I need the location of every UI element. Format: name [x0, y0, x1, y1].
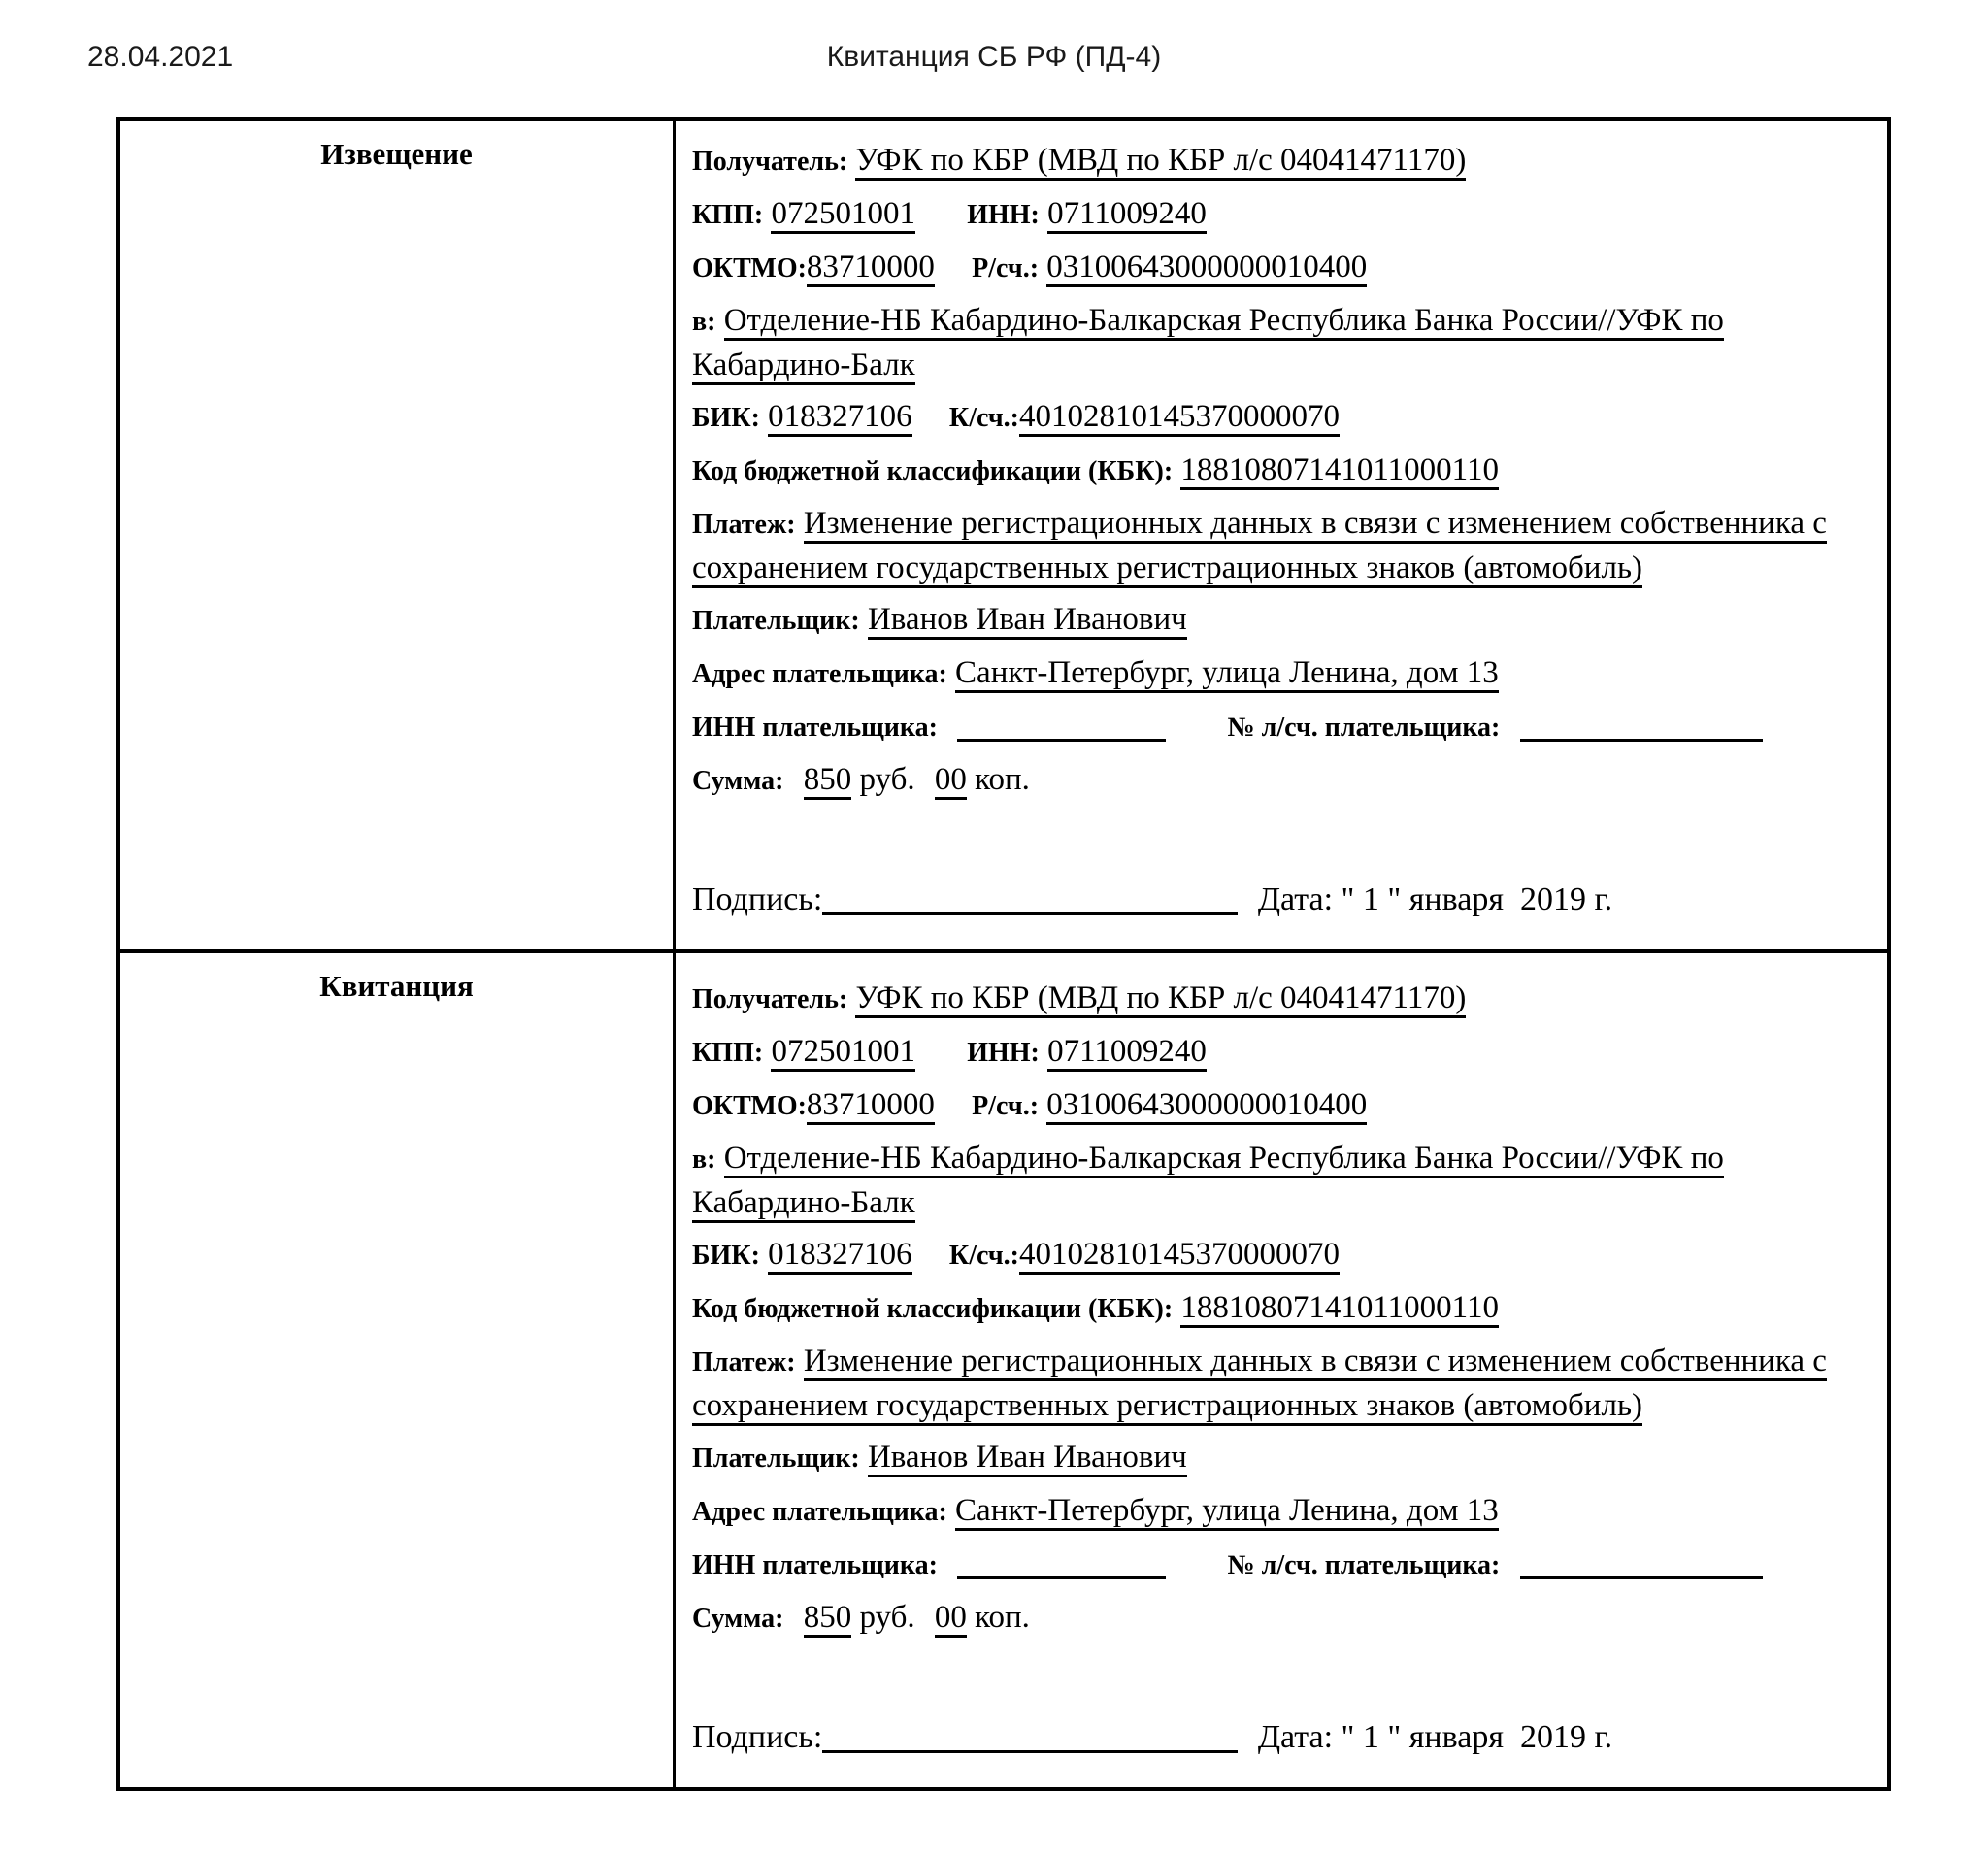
kpp-value: 072501001: [771, 1034, 915, 1072]
receipt-form-table: [116, 117, 1891, 1791]
oktmo-label: ОКТМО:: [692, 1091, 807, 1121]
signature-label: Подпись:: [692, 1719, 823, 1755]
bik-corr-line: [692, 395, 1843, 440]
account-value: 03100643000000010400: [1046, 249, 1367, 287]
address-value: Санкт-Петербург, улица Ленина, дом 13: [955, 1493, 1499, 1531]
payment-line: [692, 502, 1843, 589]
print-date: 28.04.2021: [87, 41, 234, 73]
corr-label: К/сч.:: [948, 1241, 1019, 1271]
kpp-label: КПП:: [692, 1038, 764, 1068]
kop-unit: коп.: [975, 762, 1030, 797]
payer-inn-line: [692, 1542, 1843, 1587]
payee-value: УФК по КБР (МВД по КБР л/с 04041471170): [855, 980, 1466, 1018]
oktmo-account-line: [692, 1083, 1843, 1128]
kpp-value: 072501001: [771, 196, 915, 234]
sum-rub-value: 850: [804, 762, 852, 800]
payee-value: УФК по КБР (МВД по КБР л/с 04041471170): [855, 143, 1466, 181]
account-value: 03100643000000010400: [1046, 1087, 1367, 1125]
bank-line: [692, 299, 1843, 386]
address-line: [692, 1489, 1843, 1534]
sum-line: [692, 758, 1843, 803]
sum-line: [692, 1596, 1843, 1641]
sum-label: Сумма:: [692, 1604, 784, 1634]
section-notice-label-cell: [120, 121, 676, 953]
payer-inn-line: [692, 705, 1843, 749]
bank-label: в:: [692, 307, 716, 337]
signature-line: [692, 879, 1843, 921]
payment-value: Изменение регистрационных данных в связи с изменением собственника с сохранением государственных регистрационных знаков (автомобиль): [692, 506, 1827, 588]
section-notice-fields-cell: [676, 121, 1887, 953]
account-label: Р/сч.:: [972, 253, 1040, 283]
sum-kop-value: 00: [935, 1600, 967, 1638]
kbk-value: 18810807141011000110: [1180, 1290, 1499, 1328]
payment-label: Платеж:: [692, 1347, 796, 1377]
bik-label: БИК:: [692, 403, 760, 433]
rub-unit: руб.: [859, 762, 915, 797]
corr-value: 40102810145370000070: [1019, 1237, 1340, 1275]
address-label: Адрес плательщика:: [692, 1497, 947, 1527]
date-value: " 1 " января 2019 г.: [1341, 881, 1613, 917]
payer-account-label: № л/сч. плательщика:: [1227, 713, 1501, 743]
kpp-inn-line: [692, 1030, 1843, 1075]
inn-value: 0711009240: [1047, 1034, 1207, 1072]
payee-label: Получатель:: [692, 984, 848, 1014]
kbk-label: Код бюджетной классификации (КБК):: [692, 456, 1174, 486]
payer-inn-label: ИНН плательщика:: [692, 1550, 938, 1580]
payee-line: [692, 139, 1843, 183]
payer-inn-label: ИНН плательщика:: [692, 713, 938, 743]
payer-value: Иванов Иван Иванович: [868, 1440, 1187, 1477]
signature-label: Подпись:: [692, 881, 823, 917]
oktmo-label: ОКТМО:: [692, 253, 807, 283]
address-value: Санкт-Петербург, улица Ленина, дом 13: [955, 655, 1499, 693]
section-notice-title: Извещение: [320, 137, 473, 171]
oktmo-value: 83710000: [807, 1087, 935, 1125]
kpp-inn-line: [692, 192, 1843, 237]
payment-value: Изменение регистрационных данных в связи с изменением собственника с сохранением государственных регистрационных знаков (автомобиль): [692, 1343, 1827, 1426]
date-label: Дата:: [1257, 1719, 1334, 1755]
bik-label: БИК:: [692, 1241, 760, 1271]
page-title: Квитанция СБ РФ (ПД-4): [826, 41, 1162, 73]
inn-value: 0711009240: [1047, 196, 1207, 234]
payer-inn-blank: [957, 710, 1166, 742]
sum-label: Сумма:: [692, 766, 784, 796]
bik-value: 018327106: [768, 1237, 912, 1275]
section-receipt-title: Квитанция: [319, 969, 474, 1003]
oktmo-account-line: [692, 246, 1843, 290]
payer-inn-blank: [957, 1547, 1166, 1579]
payer-label: Плательщик:: [692, 1443, 860, 1474]
address-label: Адрес плательщика:: [692, 659, 947, 689]
payee-line: [692, 977, 1843, 1021]
bik-value: 018327106: [768, 399, 912, 437]
payer-account-blank: [1520, 710, 1763, 742]
kbk-label: Код бюджетной классификации (КБК):: [692, 1294, 1174, 1324]
section-receipt-label-cell: [120, 953, 676, 1787]
bank-value: Отделение-НБ Кабардино-Балкарская Республика Банка России//УФК по Кабардино-Балк: [692, 303, 1724, 385]
kbk-value: 18810807141011000110: [1180, 452, 1499, 490]
signature-line: [692, 1716, 1843, 1759]
rub-unit: руб.: [859, 1600, 915, 1635]
bank-line: [692, 1137, 1843, 1224]
corr-value: 40102810145370000070: [1019, 399, 1340, 437]
sum-kop-value: 00: [935, 762, 967, 800]
address-line: [692, 651, 1843, 696]
payer-label: Плательщик:: [692, 606, 860, 636]
payment-line: [692, 1340, 1843, 1427]
payee-label: Получатель:: [692, 147, 848, 177]
date-label: Дата:: [1257, 881, 1334, 917]
date-value: " 1 " января 2019 г.: [1341, 1719, 1613, 1755]
sum-rub-value: 850: [804, 1600, 852, 1638]
inn-label: ИНН:: [967, 200, 1040, 230]
kbk-line: [692, 448, 1843, 493]
signature-blank: [822, 883, 1238, 915]
payer-account-label: № л/сч. плательщика:: [1227, 1550, 1501, 1580]
kbk-line: [692, 1286, 1843, 1331]
payer-account-blank: [1520, 1547, 1763, 1579]
payment-label: Платеж:: [692, 510, 796, 540]
section-receipt-fields-cell: [676, 953, 1887, 1787]
inn-label: ИНН:: [967, 1038, 1040, 1068]
bank-value: Отделение-НБ Кабардино-Балкарская Республика Банка России//УФК по Кабардино-Балк: [692, 1141, 1724, 1223]
bik-corr-line: [692, 1233, 1843, 1277]
payer-line: [692, 598, 1843, 643]
payer-line: [692, 1436, 1843, 1480]
payer-value: Иванов Иван Иванович: [868, 602, 1187, 640]
kop-unit: коп.: [975, 1600, 1030, 1635]
kpp-label: КПП:: [692, 200, 764, 230]
bank-label: в:: [692, 1144, 716, 1175]
signature-blank: [822, 1721, 1238, 1753]
oktmo-value: 83710000: [807, 249, 935, 287]
corr-label: К/сч.:: [948, 403, 1019, 433]
account-label: Р/сч.:: [972, 1091, 1040, 1121]
